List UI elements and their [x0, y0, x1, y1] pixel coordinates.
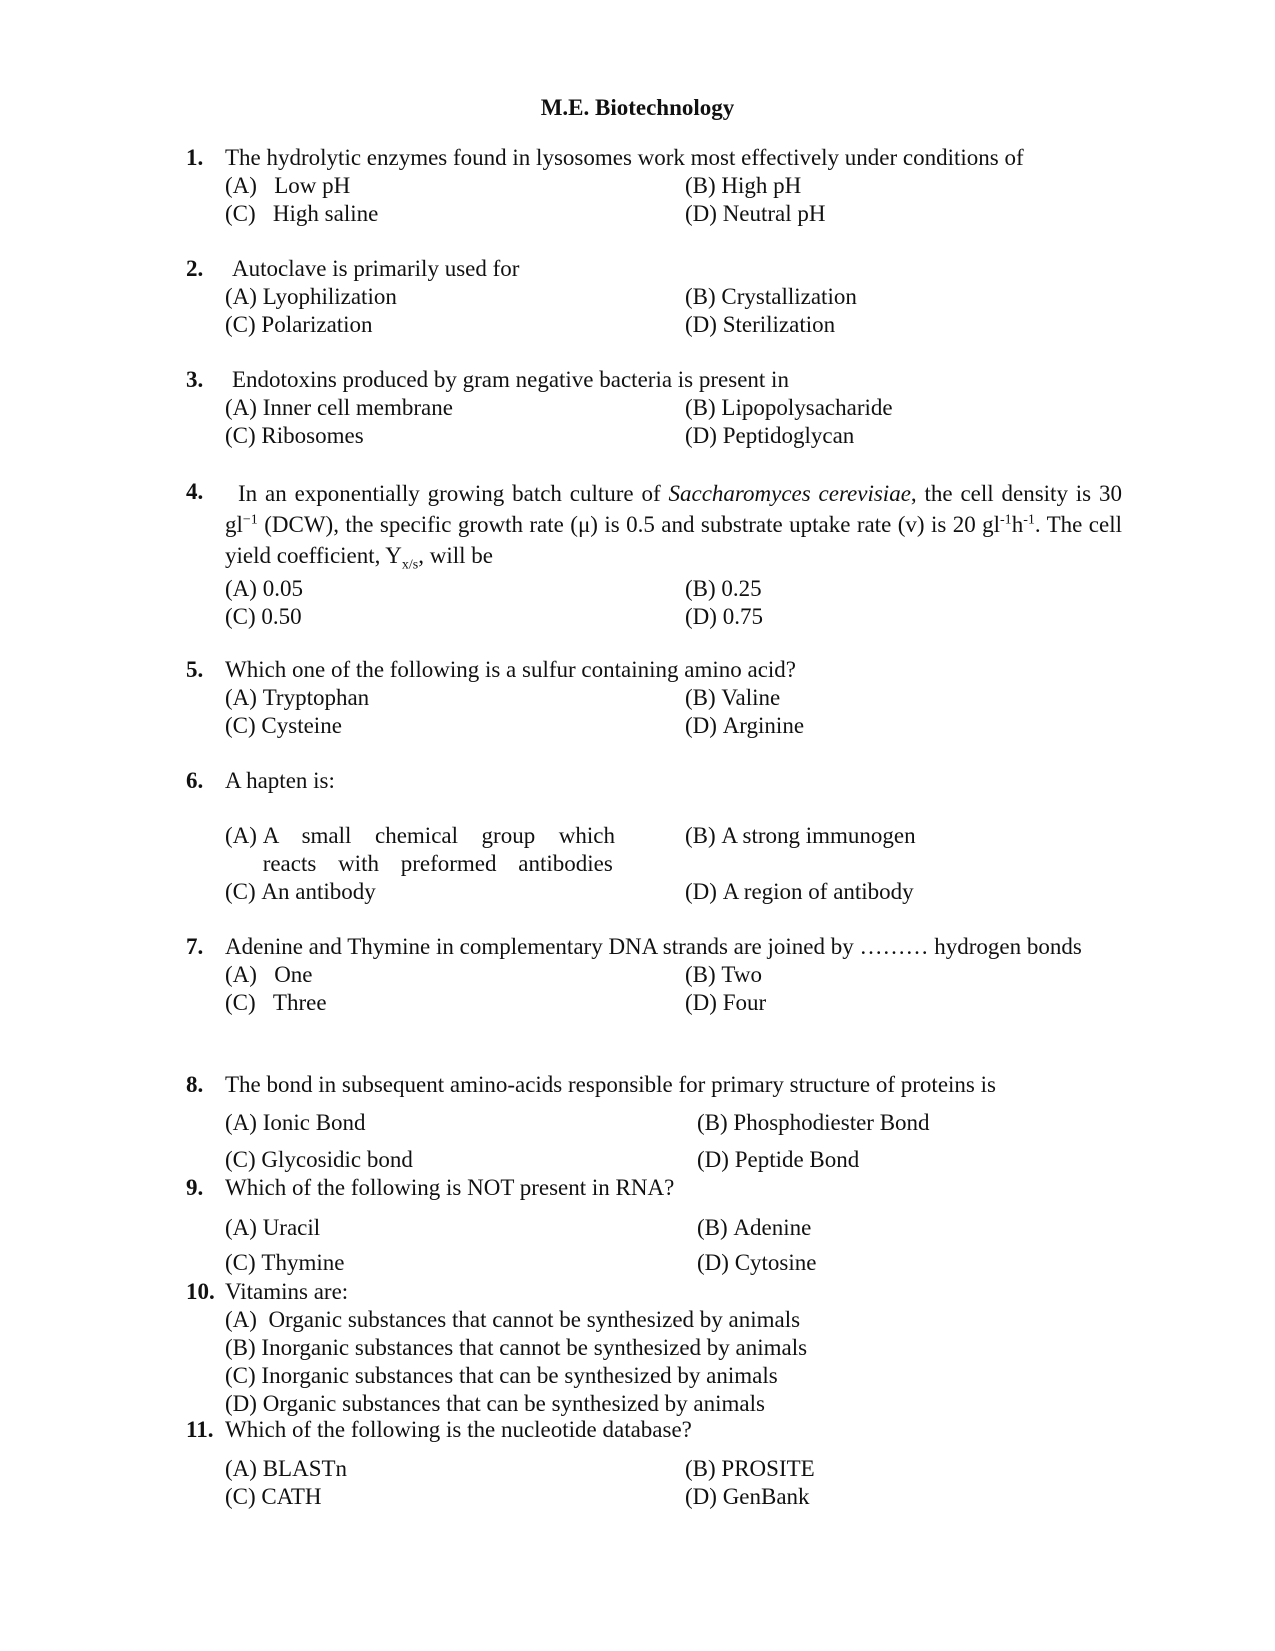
option-label: (D) — [685, 201, 723, 226]
page-title: M.E. Biotechnology — [540, 95, 735, 120]
option-c — [225, 989, 685, 1017]
question-number: 1. — [186, 145, 204, 170]
option-label: (D) — [685, 879, 723, 904]
option-label: (C) — [225, 1250, 262, 1275]
question-text: Adenine and Thymine in complementary DNA strands are joined by ……… hydrogen bonds — [225, 934, 1082, 959]
option-label: (D) — [685, 312, 723, 337]
question-7 — [186, 933, 1122, 1017]
option-d — [685, 712, 1155, 740]
option-c — [225, 1483, 685, 1511]
option-label: (B) — [225, 1335, 262, 1360]
option-label: (B) — [685, 395, 722, 420]
option-text: Thymine — [261, 1250, 345, 1275]
option-c — [225, 311, 685, 339]
option-text: Peptidoglycan — [722, 423, 855, 448]
option-a — [225, 684, 685, 712]
question-6 — [186, 767, 1122, 906]
option-label: (A) — [225, 576, 263, 601]
question-4 — [186, 478, 1122, 631]
question-text: Which one of the following is a sulfur containing amino acid? — [225, 657, 797, 682]
option-label: (B) — [697, 1215, 734, 1240]
option-label: (C) — [225, 713, 262, 738]
option-text: Crystallization — [721, 284, 857, 309]
question-5 — [186, 656, 1122, 740]
option-d — [685, 311, 1155, 339]
option-text: Cysteine — [261, 713, 342, 738]
option-d — [685, 989, 1155, 1017]
option-text: One — [274, 962, 313, 987]
option-label: (D) — [225, 1391, 263, 1416]
option-label: (B) — [685, 962, 722, 987]
option-label: (A) — [225, 395, 263, 420]
options — [225, 172, 1122, 228]
option-a — [225, 961, 685, 989]
text-segment: (DCW), the specific growth rate (μ) is 0.5 and substrate uptake rate (v) is 20 gl — [257, 512, 1001, 537]
options — [225, 822, 1122, 906]
option-a — [225, 822, 685, 878]
option-label: (B) — [685, 284, 722, 309]
option-text: 0.75 — [722, 604, 763, 629]
option-text: BLASTn — [262, 1456, 348, 1481]
options — [225, 394, 1122, 450]
options — [225, 283, 1122, 339]
option-b — [685, 684, 1155, 712]
option-text: CATH — [261, 1484, 322, 1509]
option-label: (C) — [225, 990, 273, 1015]
option-text: Three — [272, 990, 327, 1015]
option-b — [697, 1214, 1157, 1242]
question-2 — [186, 255, 1122, 339]
question-3 — [186, 366, 1122, 450]
option-label: (C) — [225, 1147, 262, 1172]
option-label: (B) — [685, 576, 722, 601]
option-label: (D) — [685, 990, 723, 1015]
option-label: (B) — [685, 823, 722, 848]
option-label: (A) — [225, 284, 263, 309]
option-label: (A) — [225, 823, 263, 848]
question-8 — [186, 1071, 1122, 1174]
exponent: -1 — [1000, 512, 1012, 528]
question-10 — [186, 1278, 1122, 1418]
option-c — [225, 1146, 697, 1174]
option-label: (D) — [685, 1484, 723, 1509]
option-d — [697, 1249, 1157, 1277]
option-b — [685, 394, 1155, 422]
question-number: 3. — [186, 367, 204, 392]
option-text: A region of antibody — [722, 879, 914, 904]
option-c — [225, 422, 685, 450]
option-label: (C) — [225, 1484, 262, 1509]
option-text: Uracil — [262, 1215, 321, 1240]
option-label: (B) — [685, 685, 722, 710]
question-number: 9. — [186, 1175, 204, 1200]
option-text: PROSITE — [721, 1456, 815, 1481]
text-segment: , the cell density is 30 gl — [225, 481, 1122, 537]
exponent: -1 — [1023, 512, 1035, 528]
question-1 — [186, 144, 1122, 228]
question-number: 10. — [186, 1279, 215, 1304]
question-number: 11. — [186, 1417, 214, 1442]
options — [225, 575, 1122, 631]
option-text: Adenine — [733, 1215, 812, 1240]
option-d — [685, 422, 1155, 450]
option-label: (C) — [225, 604, 262, 629]
option-text: A strong immunogen — [721, 823, 916, 848]
option-b — [685, 172, 1155, 200]
option-a — [225, 283, 685, 311]
option-label: (C) — [225, 312, 262, 337]
option-text: Lipopolysacharide — [721, 395, 893, 420]
option-text: Four — [722, 990, 767, 1015]
option-text: 0.05 — [262, 576, 303, 601]
option-c — [225, 603, 685, 631]
option-d — [685, 878, 1155, 906]
question-text: Autoclave is primarily used for — [232, 256, 520, 281]
option-d — [225, 1390, 1155, 1418]
option-label: (B) — [685, 1456, 722, 1481]
question-number: 2. — [186, 256, 204, 281]
option-text: Organic substances that cannot be synthesized by animals — [268, 1307, 801, 1332]
subscript: x/s — [401, 557, 419, 573]
option-a — [225, 394, 685, 422]
option-label: (A) — [225, 1456, 263, 1481]
option-text: 0.50 — [261, 604, 302, 629]
question-text: Which of the following is the nucleotide database? — [225, 1417, 692, 1442]
option-text: Tryptophan — [262, 685, 370, 710]
option-text: Inorganic substances that can be synthesized by animals — [261, 1363, 778, 1388]
option-label: (A) — [225, 685, 263, 710]
text-segment: h — [1011, 512, 1024, 537]
option-label: (C) — [225, 201, 273, 226]
option-text: Two — [721, 962, 762, 987]
option-label: (A) — [225, 1110, 263, 1135]
option-c — [225, 200, 685, 228]
options — [225, 1109, 1122, 1174]
question-text: Endotoxins produced by gram negative bacteria is present in — [232, 367, 789, 392]
option-label: (C) — [225, 879, 262, 904]
options — [225, 1455, 1122, 1511]
question-text — [225, 478, 1122, 571]
option-text: Phosphodiester Bond — [733, 1110, 930, 1135]
question-number: 7. — [186, 934, 204, 959]
option-b — [685, 283, 1155, 311]
question-number: 5. — [186, 657, 204, 682]
option-label: (D) — [697, 1250, 735, 1275]
option-text: A small chemical group which reacts with preformed antibodies — [262, 823, 615, 876]
text-segment: . The cell yield coefficient, Y — [225, 512, 1122, 568]
question-9 — [186, 1174, 1122, 1277]
option-label: (B) — [697, 1110, 734, 1135]
option-c — [225, 1362, 1155, 1390]
option-text: Lyophilization — [262, 284, 397, 309]
option-label: (D) — [685, 604, 723, 629]
option-b — [685, 822, 1155, 878]
question-number: 4. — [186, 479, 204, 504]
option-b — [697, 1109, 1157, 1137]
option-d — [685, 200, 1155, 228]
option-b — [225, 1334, 1155, 1362]
option-text: Low pH — [274, 173, 351, 198]
option-label: (A) — [225, 962, 275, 987]
organism-name: Saccharomyces cerevisiae — [668, 481, 911, 506]
option-text: Peptide Bond — [734, 1147, 860, 1172]
option-label: (C) — [225, 1363, 262, 1388]
option-d — [697, 1146, 1157, 1174]
options — [225, 1306, 1122, 1418]
option-a — [225, 1109, 697, 1137]
option-label: (A) — [225, 1307, 269, 1332]
option-label: (C) — [225, 423, 262, 448]
option-a — [225, 172, 685, 200]
text-segment: In an exponentially growing batch culture of — [238, 481, 669, 506]
option-label: (B) — [685, 173, 722, 198]
option-a — [225, 1455, 685, 1483]
option-label: (A) — [225, 173, 275, 198]
option-text: High saline — [272, 201, 379, 226]
option-text: Polarization — [261, 312, 373, 337]
question-number: 6. — [186, 768, 204, 793]
options — [225, 961, 1122, 1017]
option-b — [685, 1455, 1155, 1483]
option-d — [685, 603, 1155, 631]
option-text: Inner cell membrane — [262, 395, 453, 420]
option-text: Glycosidic bond — [261, 1147, 413, 1172]
question-text: Which of the following is NOT present in RNA? — [225, 1175, 675, 1200]
option-label: (D) — [685, 713, 723, 738]
question-text: The hydrolytic enzymes found in lysosomes work most effectively under conditions of — [225, 145, 1024, 170]
options — [225, 684, 1122, 740]
option-label: (A) — [225, 1215, 263, 1240]
option-a — [225, 1306, 1155, 1334]
option-text: Cytosine — [734, 1250, 817, 1275]
option-text: An antibody — [261, 879, 376, 904]
option-text: Organic substances that can be synthesized by animals — [262, 1391, 765, 1416]
option-label: (D) — [697, 1147, 735, 1172]
option-text: High pH — [721, 173, 802, 198]
option-b — [685, 961, 1155, 989]
option-text: Valine — [721, 685, 781, 710]
option-a — [225, 1214, 697, 1242]
option-d — [685, 1483, 1155, 1511]
option-text: Arginine — [722, 713, 805, 738]
options — [225, 1214, 1122, 1277]
option-text: Sterilization — [722, 312, 836, 337]
question-number: 8. — [186, 1072, 204, 1097]
option-b — [685, 575, 1155, 603]
option-c — [225, 878, 685, 906]
option-c — [225, 1249, 697, 1277]
option-c — [225, 712, 685, 740]
question-text: The bond in subsequent amino-acids responsible for primary structure of proteins is — [225, 1072, 996, 1097]
question-text: A hapten is: — [225, 768, 335, 793]
question-11 — [186, 1416, 1122, 1511]
question-text: Vitamins are: — [225, 1279, 349, 1304]
exponent: −1 — [242, 512, 258, 528]
option-text: GenBank — [722, 1484, 810, 1509]
option-text: Ionic Bond — [262, 1110, 366, 1135]
option-text: Neutral pH — [722, 201, 826, 226]
option-text: 0.25 — [721, 576, 762, 601]
option-a — [225, 575, 685, 603]
text-segment: , will be — [418, 543, 493, 568]
option-label: (D) — [685, 423, 723, 448]
option-text: Ribosomes — [261, 423, 364, 448]
option-text: Inorganic substances that cannot be synthesized by animals — [261, 1335, 808, 1360]
